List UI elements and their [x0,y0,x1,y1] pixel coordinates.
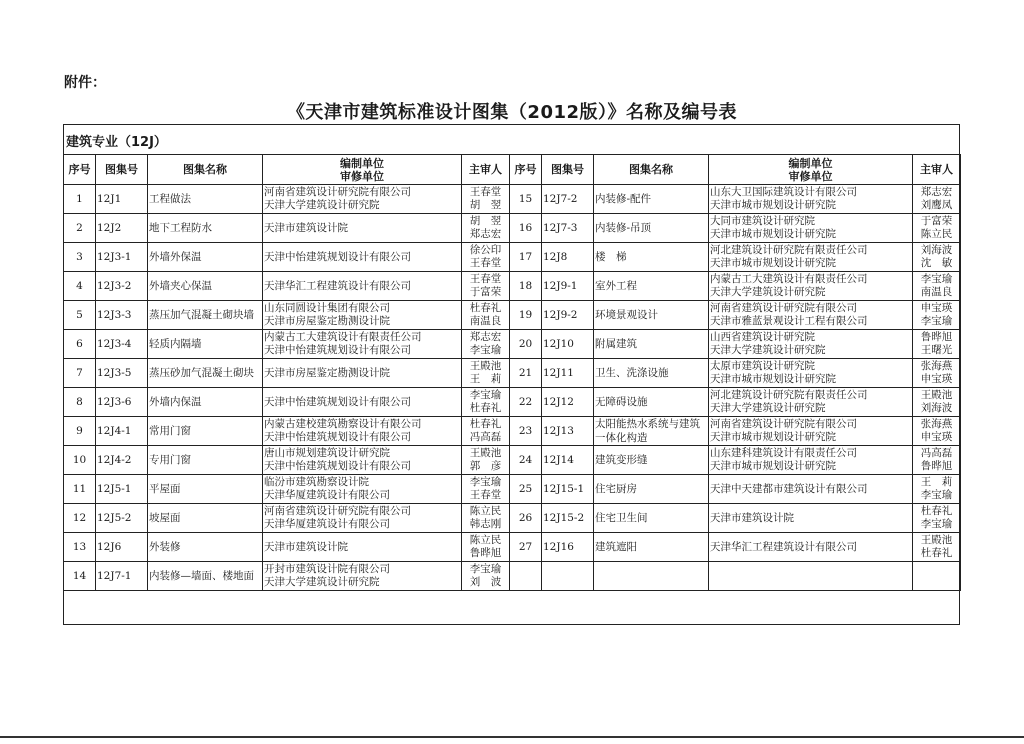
code-cell: 12J3-2 [96,272,148,301]
seq-cell [510,562,542,591]
unit-cell: 天津中天建都市建筑设计有限公司 [709,475,913,504]
unit-cell [263,301,462,330]
reviewer-cell [913,185,961,214]
unit-cell-line2: 天津华厦建筑设计有限公司 [264,518,390,530]
reviewer-cell-line2: 杜春礼 [469,402,502,414]
code-cell: 12J2 [96,214,148,243]
header-unit [709,155,913,185]
reviewer-cell-line2: 李宝瑜 [920,518,953,530]
unit-cell [263,475,462,504]
reviewer-cell-line2: 冯高磊 [469,431,502,443]
code-cell: 12J6 [96,533,148,562]
name-cell: 建筑变形缝 [594,446,709,475]
unit-cell [263,562,462,591]
reviewer-cell-line2: 胡 翌 [469,199,502,211]
code-cell: 12J14 [542,446,594,475]
name-cell: 外墙外保温 [148,243,263,272]
seq-cell: 20 [510,330,542,359]
reviewer-cell-line1: 张海燕 [920,418,953,430]
reviewer-cell-line2: 鲁晔旭 [469,547,502,559]
unit-cell [263,417,462,446]
unit-cell [709,243,913,272]
name-cell: 建筑遮阳 [594,533,709,562]
reviewer-cell [913,243,961,272]
unit-cell: 天津市建筑设计院 [263,214,462,243]
name-cell: 蒸压砂加气混凝土砌块 [148,359,263,388]
name-cell: 地下工程防水 [148,214,263,243]
table-row [64,562,961,591]
unit-cell: 天津华汇工程建筑设计有限公司 [709,533,913,562]
seq-cell: 25 [510,475,542,504]
reviewer-cell-line2: 刘 波 [469,576,502,588]
reviewer-cell-line2: 韩志刚 [469,518,502,530]
name-cell: 外墙内保温 [148,388,263,417]
reviewer-cell-line2: 李宝瑜 [920,315,953,327]
seq-cell: 10 [64,446,96,475]
header-code: 图集号 [542,155,594,185]
seq-cell: 26 [510,504,542,533]
name-cell: 专用门窗 [148,446,263,475]
seq-cell: 18 [510,272,542,301]
code-cell: 12J1 [96,185,148,214]
code-cell: 12J3-3 [96,301,148,330]
table-row [64,533,961,562]
unit-cell-line2: 天津市城市规划设计研究院 [710,373,836,385]
seq-cell: 7 [64,359,96,388]
unit-cell [263,330,462,359]
unit-cell-line1: 山东同圆设计集团有限公司 [264,302,390,314]
name-cell: 内装修-吊顶 [594,214,709,243]
name-cell: 无障碍设施 [594,388,709,417]
reviewer-cell-line1: 李宝瑜 [469,476,502,488]
reviewer-cell-line1: 杜春礼 [469,418,502,430]
reviewer-cell-line1: 杜春礼 [469,302,502,314]
unit-cell-line1: 开封市建筑设计院有限公司 [264,563,390,575]
table-row [64,243,961,272]
seq-cell: 16 [510,214,542,243]
code-cell: 12J8 [542,243,594,272]
unit-cell-line1: 山东大卫国际建筑设计有限公司 [710,186,857,198]
reviewer-cell-line1: 冯高磊 [920,447,953,459]
unit-cell-line1: 内蒙古工大建筑设计有限责任公司 [710,273,868,285]
reviewer-cell-line1: 申宝瑛 [920,302,953,314]
table-row [64,185,961,214]
reviewer-cell-line1: 李宝瑜 [469,563,502,575]
unit-cell [709,330,913,359]
reviewer-cell [462,272,510,301]
reviewer-cell-line1: 王殿池 [469,447,502,459]
seq-cell: 1 [64,185,96,214]
seq-cell: 11 [64,475,96,504]
attachment-label: 附件： [64,75,106,91]
reviewer-cell [913,475,961,504]
unit-cell-line1: 河北建筑设计研究院有限责任公司 [710,389,868,401]
unit-cell-line2: 天津大学建筑设计研究院 [710,402,826,414]
reviewer-cell [462,417,510,446]
table-row [64,214,961,243]
section-label: 建筑专业（12J） [66,135,167,150]
unit-cell [709,388,913,417]
code-cell: 12J3-6 [96,388,148,417]
code-cell: 12J4-2 [96,446,148,475]
name-cell: 工程做法 [148,185,263,214]
code-cell: 12J16 [542,533,594,562]
unit-cell: 天津华汇工程建筑设计有限公司 [263,272,462,301]
name-cell: 常用门窗 [148,417,263,446]
header-row [64,155,961,185]
table-row [64,504,961,533]
name-cell: 蒸压加气混凝土砌块墙 [148,301,263,330]
reviewer-cell-line1: 张海燕 [920,360,953,372]
code-cell: 12J7-1 [96,562,148,591]
reviewer-cell-line1: 李宝瑜 [920,273,953,285]
seq-cell: 19 [510,301,542,330]
code-cell: 12J5-2 [96,504,148,533]
reviewer-cell [462,446,510,475]
unit-cell-line2: 天津中怡建筑规划设计有限公司 [264,431,411,443]
unit-cell-line2: 天津大学建筑设计研究院 [264,576,380,588]
name-cell: 平屋面 [148,475,263,504]
reviewer-cell-line2: 杜春礼 [920,547,953,559]
reviewer-cell [462,330,510,359]
unit-cell-line1: 河南省建筑设计研究院有限公司 [710,418,857,430]
unit-cell [263,446,462,475]
code-cell: 12J15-2 [542,504,594,533]
unit-cell-line2: 天津中怡建筑规划设计有限公司 [264,460,411,472]
code-cell: 12J3-1 [96,243,148,272]
unit-cell-line1: 内蒙古建校建筑勘察设计有限公司 [264,418,422,430]
reviewer-cell [462,388,510,417]
unit-cell-line2: 天津市城市规划设计研究院 [710,460,836,472]
bottom-divider [0,736,1024,738]
unit-cell: 天津中怡建筑规划设计有限公司 [263,243,462,272]
table-row [64,272,961,301]
unit-cell: 天津市房屋鉴定勘测设计院 [263,359,462,388]
unit-cell-line2: 天津华厦建筑设计有限公司 [264,489,390,501]
reviewer-cell-line1: 王春堂 [469,186,502,198]
unit-cell [263,185,462,214]
header-unit-line1: 编制单位 [340,156,384,170]
unit-cell-line1: 山西省建筑设计研究院 [710,331,815,343]
seq-cell: 27 [510,533,542,562]
code-cell: 12J7-3 [542,214,594,243]
seq-cell: 9 [64,417,96,446]
unit-cell-line1: 山东建科建筑设计有限责任公司 [710,447,857,459]
reviewer-cell-line2: 李宝瑜 [469,344,502,356]
seq-cell: 13 [64,533,96,562]
unit-cell-line1: 内蒙古工大建筑设计有限责任公司 [264,331,422,343]
seq-cell: 8 [64,388,96,417]
reviewer-cell-line1: 郑志宏 [920,186,953,198]
seq-cell: 2 [64,214,96,243]
unit-cell-line2: 天津大学建筑设计研究院 [264,199,380,211]
reviewer-cell-line1: 王 莉 [920,476,953,488]
table-body [64,185,961,591]
table-row [64,475,961,504]
reviewer-cell [913,272,961,301]
name-cell: 轻质内隔墙 [148,330,263,359]
unit-cell [709,214,913,243]
code-cell: 12J11 [542,359,594,388]
code-cell: 12J12 [542,388,594,417]
unit-cell [709,301,913,330]
reviewer-cell-line2: 郑志宏 [469,228,502,240]
reviewer-cell [462,185,510,214]
seq-cell: 12 [64,504,96,533]
name-cell: 住宅厨房 [594,475,709,504]
unit-cell-line1: 河南省建筑设计研究院有限公司 [264,186,411,198]
reviewer-cell-line1: 胡 翌 [469,215,502,227]
reviewer-cell-line2: 王春堂 [469,489,502,501]
name-cell: 内装修—墙面、楼地面 [148,562,263,591]
reviewer-cell [462,475,510,504]
header-unit [263,155,462,185]
header-seq: 序号 [510,155,542,185]
reviewer-cell [913,533,961,562]
reviewer-cell-line1: 王殿池 [469,360,502,372]
unit-cell-line2: 天津中怡建筑规划设计有限公司 [264,344,411,356]
name-cell: 内装修-配件 [594,185,709,214]
reviewer-cell-line1: 王春堂 [469,273,502,285]
name-cell: 外装修 [148,533,263,562]
reviewer-cell-line2: 申宝瑛 [920,373,953,385]
code-cell: 12J9-1 [542,272,594,301]
unit-cell: 天津市建筑设计院 [263,533,462,562]
name-cell [594,562,709,591]
reviewer-cell [462,301,510,330]
catalog-table [63,154,961,591]
reviewer-cell [913,446,961,475]
unit-cell [709,272,913,301]
code-cell: 12J3-5 [96,359,148,388]
unit-cell-line2: 天津市城市规划设计研究院 [710,431,836,443]
unit-cell [263,504,462,533]
name-cell: 外墙夹心保温 [148,272,263,301]
unit-cell-line1: 太原市建筑设计研究院 [710,360,815,372]
unit-cell-line2: 天津市城市规划设计研究院 [710,199,836,211]
unit-cell [709,417,913,446]
seq-cell: 24 [510,446,542,475]
table-row [64,301,961,330]
unit-cell [709,359,913,388]
unit-cell-line1: 河南省建筑设计研究院有限公司 [710,302,857,314]
reviewer-cell-line1: 陈立民 [469,505,502,517]
reviewer-cell-line2: 南温良 [920,286,953,298]
seq-cell: 21 [510,359,542,388]
unit-cell-line2: 天津市雅蓝景观设计工程有限公司 [710,315,868,327]
header-unit-line2: 审修单位 [788,169,833,183]
reviewer-cell [913,504,961,533]
reviewer-cell [462,533,510,562]
unit-cell [709,185,913,214]
code-cell: 12J13 [542,417,594,446]
unit-cell-line2: 天津大学建筑设计研究院 [710,286,826,298]
seq-cell: 22 [510,388,542,417]
unit-cell-line2: 天津市房屋鉴定勘测设计院 [264,315,390,327]
unit-cell-line1: 河南省建筑设计研究院有限公司 [264,505,411,517]
reviewer-cell [462,359,510,388]
header-name: 图集名称 [594,155,709,185]
header-reviewer: 主审人 [462,155,510,185]
code-cell: 12J7-2 [542,185,594,214]
code-cell [542,562,594,591]
table-row [64,330,961,359]
reviewer-cell-line2: 王曙光 [920,344,953,356]
reviewer-cell-line2: 鲁晔旭 [920,460,953,472]
seq-cell: 23 [510,417,542,446]
code-cell: 12J5-1 [96,475,148,504]
reviewer-cell-line2: 王春堂 [469,257,502,269]
reviewer-cell-line1: 刘海波 [920,244,953,256]
unit-cell-line1: 临汾市建筑勘察设计院 [264,476,369,488]
unit-cell-line2: 天津市城市规划设计研究院 [710,228,836,240]
unit-cell-line1: 河北建筑设计研究院有限责任公司 [710,244,868,256]
reviewer-cell [462,243,510,272]
name-cell: 住宅卫生间 [594,504,709,533]
reviewer-cell [913,301,961,330]
name-cell: 卫生、洗涤设施 [594,359,709,388]
name-cell: 室外工程 [594,272,709,301]
unit-cell-line1: 大同市建筑设计研究院 [710,215,815,227]
table-row [64,388,961,417]
reviewer-cell [462,214,510,243]
unit-cell: 天津中怡建筑规划设计有限公司 [263,388,462,417]
code-cell: 12J15-1 [542,475,594,504]
document-title: 《天津市建筑标准设计图集（2012版）》名称及编号表 [286,102,738,123]
code-cell: 12J10 [542,330,594,359]
reviewer-cell-line1: 杜春礼 [920,505,953,517]
code-cell: 12J3-4 [96,330,148,359]
reviewer-cell-line1: 于富荣 [920,215,953,227]
unit-cell: 天津市建筑设计院 [709,504,913,533]
seq-cell: 14 [64,562,96,591]
name-cell: 楼 梯 [594,243,709,272]
reviewer-cell-line2: 刘海波 [920,402,953,414]
header-reviewer: 主审人 [913,155,961,185]
reviewer-cell-line2: 申宝瑛 [920,431,953,443]
reviewer-cell-line1: 陈立民 [469,534,502,546]
reviewer-cell-line2: 王 莉 [469,373,502,385]
header-unit-line2: 审修单位 [340,169,384,183]
seq-cell: 5 [64,301,96,330]
table-row [64,359,961,388]
seq-cell: 3 [64,243,96,272]
unit-cell-line2: 天津市城市规划设计研究院 [710,257,836,269]
reviewer-cell [913,214,961,243]
reviewer-cell [462,562,510,591]
name-cell: 坡屋面 [148,504,263,533]
table-row [64,446,961,475]
reviewer-cell [913,562,961,591]
reviewer-cell [913,330,961,359]
reviewer-cell-line2: 刘鹰凤 [920,199,953,211]
name-cell: 环境景观设计 [594,301,709,330]
seq-cell: 6 [64,330,96,359]
reviewer-cell-line1: 鲁晔旭 [920,331,953,343]
reviewer-cell [913,388,961,417]
name-cell: 附属建筑 [594,330,709,359]
reviewer-cell-line1: 王殿池 [920,534,953,546]
table-row [64,417,961,446]
reviewer-cell-line2: 郭 彦 [469,460,502,472]
reviewer-cell [913,417,961,446]
header-name: 图集名称 [148,155,263,185]
reviewer-cell-line1: 李宝瑜 [469,389,502,401]
name-cell: 太阳能热水系统与建筑一体化构造 [594,417,709,446]
reviewer-cell [913,359,961,388]
reviewer-cell-line2: 李宝瑜 [920,489,953,501]
reviewer-cell-line2: 南温良 [469,315,502,327]
reviewer-cell-line1: 徐公印 [469,244,502,256]
header-unit-line1: 编制单位 [788,156,833,170]
unit-cell [709,446,913,475]
reviewer-cell-line1: 郑志宏 [469,331,502,343]
code-cell: 12J4-1 [96,417,148,446]
code-cell: 12J9-2 [542,301,594,330]
header-seq: 序号 [64,155,96,185]
reviewer-cell [462,504,510,533]
reviewer-cell-line2: 于富荣 [469,286,502,298]
seq-cell: 15 [510,185,542,214]
reviewer-cell-line1: 王殿池 [920,389,953,401]
reviewer-cell-line2: 沈 敏 [920,257,953,269]
seq-cell: 17 [510,243,542,272]
reviewer-cell-line2: 陈立民 [920,228,953,240]
unit-cell-line1: 唐山市规划建筑设计研究院 [264,447,390,459]
unit-cell-line2: 天津大学建筑设计研究院 [710,344,826,356]
header-code: 图集号 [96,155,148,185]
seq-cell: 4 [64,272,96,301]
unit-cell [709,562,913,591]
